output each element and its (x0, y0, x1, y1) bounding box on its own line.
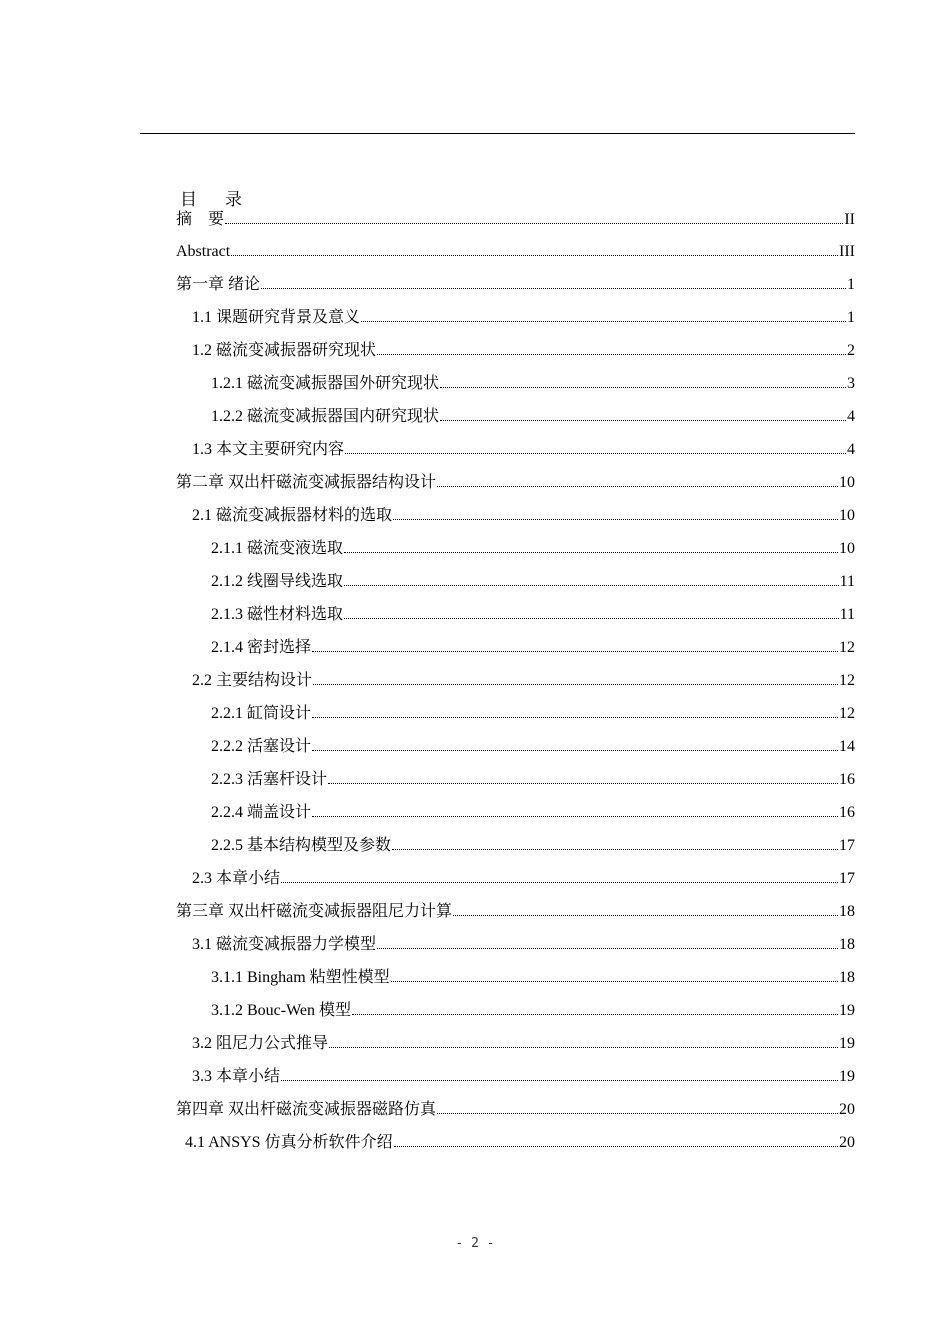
toc-entry[interactable] (211, 798, 855, 822)
toc-entry[interactable] (192, 435, 855, 459)
toc-entry[interactable] (176, 205, 855, 229)
toc-entry-label: 2.1.1 磁流变液选取 (211, 540, 344, 557)
toc-entry-page: 18 (839, 936, 855, 953)
toc-entry[interactable] (192, 666, 855, 690)
toc-entry-leader (391, 980, 838, 982)
toc-entry-leader (312, 650, 838, 652)
toc-entry[interactable] (176, 237, 855, 261)
toc-entry-page: 16 (839, 804, 855, 821)
toc-entry-page: 4 (847, 441, 855, 458)
toc-entry-page: 17 (839, 870, 855, 887)
toc-entry-leader (281, 1079, 838, 1081)
toc-entry-label: 3.1.2 Bouc-Wen 模型 (211, 1002, 352, 1019)
toc-entry-page: 10 (839, 474, 855, 491)
toc-entry-leader (231, 254, 838, 256)
toc-entry-page: 12 (839, 672, 855, 689)
toc-entry-leader (345, 452, 846, 454)
toc-entry-label: 摘 要 (176, 211, 225, 228)
toc-entry[interactable] (192, 303, 855, 327)
toc-entry-page: 10 (839, 507, 855, 524)
toc-entry-label: 1.1 课题研究背景及意义 (192, 309, 361, 326)
toc-entry[interactable] (192, 1062, 855, 1086)
toc-entry-leader (261, 287, 846, 289)
toc-entry[interactable] (211, 402, 855, 426)
toc-entry[interactable] (192, 864, 855, 888)
toc-entry-page: 19 (839, 1068, 855, 1085)
toc-entry-leader (344, 551, 838, 553)
toc-entry-leader (329, 1046, 838, 1048)
toc-entry[interactable] (176, 1095, 855, 1119)
toc-entry[interactable] (192, 1029, 855, 1053)
toc-entry-page: 20 (839, 1101, 855, 1118)
toc-entry-label: Abstract (176, 243, 231, 260)
toc-entry-page: 20 (839, 1134, 855, 1151)
toc-entry-label: 第三章 双出杆磁流变减振器阻尼力计算 (176, 903, 453, 920)
toc-entry-page: 4 (847, 408, 855, 425)
toc-entry-leader (328, 782, 838, 784)
toc-entry-label: 1.2.1 磁流变减振器国外研究现状 (211, 375, 440, 392)
page-footer: - 2 - (455, 1236, 495, 1251)
toc-entry-label: 第四章 双出杆磁流变减振器磁路仿真 (176, 1101, 437, 1118)
toc-entry-label: 2.2.1 缸筒设计 (211, 705, 312, 722)
toc-entry-leader (344, 584, 839, 586)
toc-entry-page: 12 (839, 639, 855, 656)
toc-entry-label: 2.1.3 磁性材料选取 (211, 606, 344, 623)
toc-entry-page: 2 (847, 342, 855, 359)
toc-entry-label: 3.1 磁流变减振器力学模型 (192, 936, 377, 953)
toc-entry-leader (344, 617, 839, 619)
header-rule (140, 133, 855, 134)
toc-entry-page: 18 (839, 969, 855, 986)
toc-entry-page: II (844, 211, 855, 228)
toc-entry-label: 4.1 ANSYS 仿真分析软件介绍 (185, 1134, 393, 1151)
toc-entry-page: 11 (839, 606, 855, 623)
toc-entry[interactable] (211, 600, 855, 624)
toc-entry-page: 12 (839, 705, 855, 722)
toc-entry-label: 2.2 主要结构设计 (192, 672, 313, 689)
toc-entry-label: 2.2.3 活塞杆设计 (211, 771, 328, 788)
toc-entry-leader (312, 749, 838, 751)
toc-entry-leader (392, 848, 838, 850)
toc-entry-leader (377, 353, 846, 355)
toc-entry-leader (361, 320, 846, 322)
toc-entry-label: 第二章 双出杆磁流变减振器结构设计 (176, 474, 437, 491)
toc-entry-label: 3.2 阻尼力公式推导 (192, 1035, 329, 1052)
toc-entry-page: 19 (839, 1035, 855, 1052)
toc-entry-label: 1.2.2 磁流变减振器国内研究现状 (211, 408, 440, 425)
toc-entry-page: 1 (847, 309, 855, 326)
toc-entry[interactable] (211, 633, 855, 657)
toc-entry-leader (393, 518, 838, 520)
toc-entry[interactable] (185, 1128, 855, 1152)
toc-entry-leader (440, 419, 846, 421)
toc-title-char-2: 录 (225, 190, 242, 209)
toc-entry-page: 10 (839, 540, 855, 557)
toc-entry[interactable] (211, 732, 855, 756)
toc-entry-leader (437, 1112, 838, 1114)
toc-entry-label: 2.2.2 活塞设计 (211, 738, 312, 755)
toc-entry-leader (312, 815, 838, 817)
toc-entry-leader (394, 1145, 838, 1147)
toc-entry-page: 14 (839, 738, 855, 755)
toc-entry-page: 19 (839, 1002, 855, 1019)
toc-entry[interactable] (211, 534, 855, 558)
toc-entry[interactable] (176, 270, 855, 294)
toc-entry[interactable] (211, 963, 855, 987)
toc-entry[interactable] (192, 501, 855, 525)
toc-entry-label: 1.2 磁流变减振器研究现状 (192, 342, 377, 359)
toc-entry[interactable] (176, 897, 855, 921)
toc-entry[interactable] (211, 996, 855, 1020)
toc-entry-leader (440, 386, 846, 388)
toc-entry-label: 3.3 本章小结 (192, 1068, 281, 1085)
toc-entry-label: 2.1 磁流变减振器材料的选取 (192, 507, 393, 524)
toc-entry-leader (313, 683, 838, 685)
toc-entry-page: 11 (839, 573, 855, 590)
toc-entry-label: 第一章 绪论 (176, 276, 261, 293)
toc-entry-page: 18 (839, 903, 855, 920)
toc-entry-page: 1 (847, 276, 855, 293)
toc-entry-leader (453, 914, 838, 916)
toc-entry-page: 16 (839, 771, 855, 788)
toc-entry[interactable] (192, 930, 855, 954)
toc-entry-page: 17 (839, 837, 855, 854)
toc-entry[interactable] (192, 336, 855, 360)
toc-entry-label: 1.3 本文主要研究内容 (192, 441, 345, 458)
toc-entry-page: III (839, 243, 855, 260)
toc-entry[interactable] (211, 831, 855, 855)
toc-entry[interactable] (211, 765, 855, 789)
toc-entry[interactable] (211, 567, 855, 591)
toc-entry-page: 3 (847, 375, 855, 392)
toc-entry-label: 2.3 本章小结 (192, 870, 281, 887)
toc-entry-leader (312, 716, 838, 718)
toc-entry[interactable] (176, 468, 855, 492)
toc-entry[interactable] (211, 369, 855, 393)
toc-entry-leader (225, 222, 843, 224)
toc-entry[interactable] (211, 699, 855, 723)
toc-entry-label: 2.2.5 基本结构模型及参数 (211, 837, 392, 854)
toc-entry-label: 2.1.2 线圈导线选取 (211, 573, 344, 590)
toc-title-char-1: 目 (180, 190, 197, 209)
toc-entry-leader (437, 485, 838, 487)
toc-entry-label: 2.2.4 端盖设计 (211, 804, 312, 821)
toc-entry-label: 2.1.4 密封选择 (211, 639, 312, 656)
toc-entry-leader (281, 881, 838, 883)
toc-entry-leader (352, 1013, 838, 1015)
toc-entry-leader (377, 947, 838, 949)
toc-entry-label: 3.1.1 Bingham 粘塑性模型 (211, 969, 390, 986)
